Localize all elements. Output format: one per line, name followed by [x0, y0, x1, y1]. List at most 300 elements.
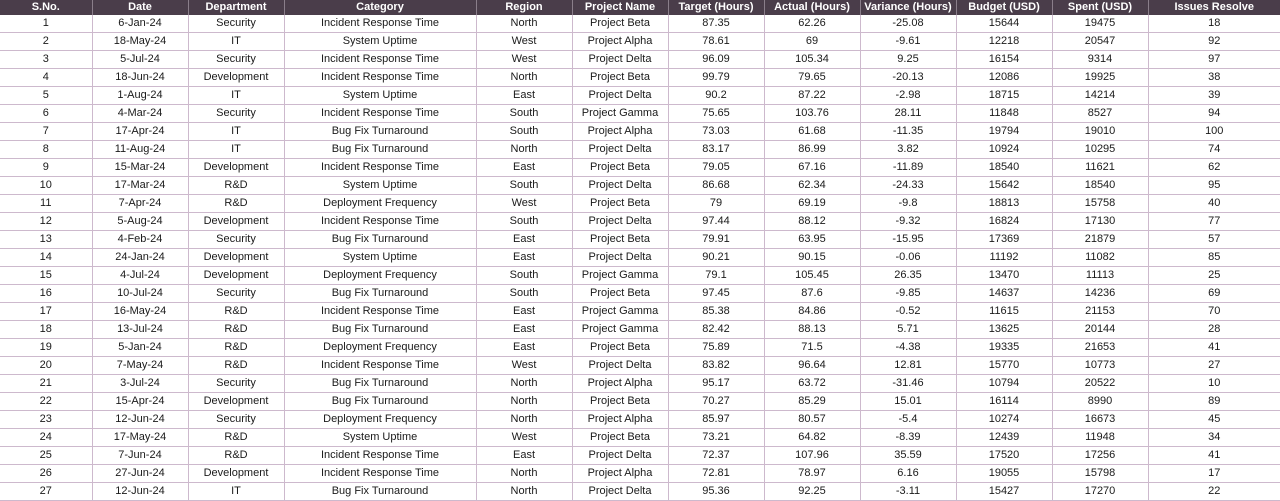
cell-category[interactable]: Incident Response Time [284, 465, 476, 483]
cell-project-name[interactable]: Project Gamma [572, 321, 668, 339]
cell-project-name[interactable]: Project Beta [572, 159, 668, 177]
cell-date[interactable]: 17-Apr-24 [92, 123, 188, 141]
cell-budget-usd[interactable]: 12439 [956, 429, 1052, 447]
cell-category[interactable]: Incident Response Time [284, 69, 476, 87]
cell-category[interactable]: Bug Fix Turnaround [284, 141, 476, 159]
cell-budget-usd[interactable]: 18813 [956, 195, 1052, 213]
cell-project-name[interactable]: Project Alpha [572, 33, 668, 51]
cell-region[interactable]: North [476, 141, 572, 159]
cell-sno[interactable]: 23 [0, 411, 92, 429]
cell-project-name[interactable]: Project Delta [572, 51, 668, 69]
cell-target-hours[interactable]: 86.68 [668, 177, 764, 195]
cell-target-hours[interactable]: 75.65 [668, 105, 764, 123]
cell-budget-usd[interactable]: 12218 [956, 33, 1052, 51]
cell-date[interactable]: 5-Aug-24 [92, 213, 188, 231]
cell-date[interactable]: 11-Aug-24 [92, 141, 188, 159]
cell-spent-usd[interactable]: 17270 [1052, 483, 1148, 501]
cell-budget-usd[interactable]: 11848 [956, 105, 1052, 123]
cell-category[interactable]: Bug Fix Turnaround [284, 285, 476, 303]
cell-issues-resolved[interactable]: 41 [1148, 447, 1280, 465]
cell-region[interactable]: South [476, 267, 572, 285]
cell-spent-usd[interactable]: 20547 [1052, 33, 1148, 51]
cell-category[interactable]: Deployment Frequency [284, 411, 476, 429]
cell-department[interactable]: Security [188, 285, 284, 303]
cell-target-hours[interactable]: 87.35 [668, 15, 764, 33]
cell-spent-usd[interactable]: 17256 [1052, 447, 1148, 465]
cell-variance-hours[interactable]: -11.89 [860, 159, 956, 177]
cell-project-name[interactable]: Project Beta [572, 15, 668, 33]
cell-department[interactable]: Security [188, 375, 284, 393]
cell-date[interactable]: 5-Jan-24 [92, 339, 188, 357]
cell-budget-usd[interactable]: 13470 [956, 267, 1052, 285]
cell-actual-hours[interactable]: 64.82 [764, 429, 860, 447]
cell-sno[interactable]: 19 [0, 339, 92, 357]
cell-variance-hours[interactable]: -4.38 [860, 339, 956, 357]
cell-sno[interactable]: 6 [0, 105, 92, 123]
cell-target-hours[interactable]: 82.42 [668, 321, 764, 339]
cell-category[interactable]: Bug Fix Turnaround [284, 321, 476, 339]
cell-date[interactable]: 15-Apr-24 [92, 393, 188, 411]
cell-spent-usd[interactable]: 20522 [1052, 375, 1148, 393]
cell-target-hours[interactable]: 96.09 [668, 51, 764, 69]
cell-project-name[interactable]: Project Alpha [572, 411, 668, 429]
cell-department[interactable]: R&D [188, 339, 284, 357]
cell-budget-usd[interactable]: 16824 [956, 213, 1052, 231]
cell-sno[interactable]: 26 [0, 465, 92, 483]
cell-category[interactable]: System Uptime [284, 249, 476, 267]
cell-region[interactable]: North [476, 411, 572, 429]
cell-target-hours[interactable]: 97.45 [668, 285, 764, 303]
cell-variance-hours[interactable]: -0.06 [860, 249, 956, 267]
cell-project-name[interactable]: Project Gamma [572, 267, 668, 285]
cell-issues-resolved[interactable]: 85 [1148, 249, 1280, 267]
cell-department[interactable]: R&D [188, 303, 284, 321]
cell-spent-usd[interactable]: 11621 [1052, 159, 1148, 177]
cell-region[interactable]: West [476, 429, 572, 447]
cell-variance-hours[interactable]: -11.35 [860, 123, 956, 141]
cell-budget-usd[interactable]: 16154 [956, 51, 1052, 69]
cell-date[interactable]: 7-Jun-24 [92, 447, 188, 465]
cell-actual-hours[interactable]: 62.34 [764, 177, 860, 195]
cell-department[interactable]: R&D [188, 195, 284, 213]
cell-variance-hours[interactable]: -9.85 [860, 285, 956, 303]
cell-issues-resolved[interactable]: 89 [1148, 393, 1280, 411]
cell-budget-usd[interactable]: 18715 [956, 87, 1052, 105]
cell-actual-hours[interactable]: 71.5 [764, 339, 860, 357]
cell-department[interactable]: Development [188, 213, 284, 231]
cell-spent-usd[interactable]: 16673 [1052, 411, 1148, 429]
cell-category[interactable]: Deployment Frequency [284, 339, 476, 357]
cell-region[interactable]: West [476, 357, 572, 375]
cell-issues-resolved[interactable]: 41 [1148, 339, 1280, 357]
column-header-project-name[interactable]: Project Name [572, 0, 668, 15]
cell-region[interactable]: North [476, 375, 572, 393]
cell-actual-hours[interactable]: 90.15 [764, 249, 860, 267]
cell-issues-resolved[interactable]: 95 [1148, 177, 1280, 195]
cell-spent-usd[interactable]: 9314 [1052, 51, 1148, 69]
cell-region[interactable]: East [476, 249, 572, 267]
cell-target-hours[interactable]: 83.17 [668, 141, 764, 159]
cell-variance-hours[interactable]: -20.13 [860, 69, 956, 87]
cell-project-name[interactable]: Project Beta [572, 69, 668, 87]
cell-sno[interactable]: 24 [0, 429, 92, 447]
cell-variance-hours[interactable]: -9.8 [860, 195, 956, 213]
cell-target-hours[interactable]: 72.37 [668, 447, 764, 465]
cell-actual-hours[interactable]: 105.45 [764, 267, 860, 285]
cell-date[interactable]: 6-Jan-24 [92, 15, 188, 33]
cell-category[interactable]: System Uptime [284, 429, 476, 447]
cell-issues-resolved[interactable]: 22 [1148, 483, 1280, 501]
cell-actual-hours[interactable]: 80.57 [764, 411, 860, 429]
cell-department[interactable]: Security [188, 231, 284, 249]
cell-budget-usd[interactable]: 15770 [956, 357, 1052, 375]
cell-issues-resolved[interactable]: 70 [1148, 303, 1280, 321]
cell-actual-hours[interactable]: 92.25 [764, 483, 860, 501]
cell-sno[interactable]: 18 [0, 321, 92, 339]
cell-date[interactable]: 4-Mar-24 [92, 105, 188, 123]
cell-date[interactable]: 12-Jun-24 [92, 411, 188, 429]
cell-project-name[interactable]: Project Beta [572, 231, 668, 249]
cell-category[interactable]: Incident Response Time [284, 51, 476, 69]
cell-category[interactable]: System Uptime [284, 33, 476, 51]
cell-variance-hours[interactable]: 35.59 [860, 447, 956, 465]
cell-budget-usd[interactable]: 19335 [956, 339, 1052, 357]
cell-spent-usd[interactable]: 14214 [1052, 87, 1148, 105]
cell-sno[interactable]: 2 [0, 33, 92, 51]
cell-project-name[interactable]: Project Delta [572, 249, 668, 267]
cell-spent-usd[interactable]: 19010 [1052, 123, 1148, 141]
cell-target-hours[interactable]: 85.97 [668, 411, 764, 429]
cell-variance-hours[interactable]: -24.33 [860, 177, 956, 195]
cell-date[interactable]: 12-Jun-24 [92, 483, 188, 501]
cell-department[interactable]: Security [188, 51, 284, 69]
cell-project-name[interactable]: Project Gamma [572, 303, 668, 321]
cell-spent-usd[interactable]: 8527 [1052, 105, 1148, 123]
cell-actual-hours[interactable]: 63.95 [764, 231, 860, 249]
cell-variance-hours[interactable]: 26.35 [860, 267, 956, 285]
cell-spent-usd[interactable]: 11113 [1052, 267, 1148, 285]
cell-actual-hours[interactable]: 69.19 [764, 195, 860, 213]
cell-budget-usd[interactable]: 18540 [956, 159, 1052, 177]
cell-spent-usd[interactable]: 19475 [1052, 15, 1148, 33]
cell-variance-hours[interactable]: -2.98 [860, 87, 956, 105]
cell-actual-hours[interactable]: 107.96 [764, 447, 860, 465]
cell-spent-usd[interactable]: 21153 [1052, 303, 1148, 321]
cell-region[interactable]: West [476, 51, 572, 69]
cell-actual-hours[interactable]: 88.13 [764, 321, 860, 339]
cell-sno[interactable]: 20 [0, 357, 92, 375]
cell-budget-usd[interactable]: 15427 [956, 483, 1052, 501]
cell-spent-usd[interactable]: 11082 [1052, 249, 1148, 267]
cell-budget-usd[interactable]: 13625 [956, 321, 1052, 339]
cell-category[interactable]: Bug Fix Turnaround [284, 375, 476, 393]
cell-date[interactable]: 18-May-24 [92, 33, 188, 51]
cell-sno[interactable]: 4 [0, 69, 92, 87]
cell-project-name[interactable]: Project Beta [572, 393, 668, 411]
cell-department[interactable]: R&D [188, 429, 284, 447]
cell-department[interactable]: R&D [188, 357, 284, 375]
cell-budget-usd[interactable]: 19055 [956, 465, 1052, 483]
cell-project-name[interactable]: Project Beta [572, 339, 668, 357]
cell-actual-hours[interactable]: 61.68 [764, 123, 860, 141]
cell-sno[interactable]: 17 [0, 303, 92, 321]
cell-spent-usd[interactable]: 20144 [1052, 321, 1148, 339]
cell-variance-hours[interactable]: 15.01 [860, 393, 956, 411]
cell-project-name[interactable]: Project Alpha [572, 123, 668, 141]
cell-actual-hours[interactable]: 103.76 [764, 105, 860, 123]
cell-sno[interactable]: 5 [0, 87, 92, 105]
cell-spent-usd[interactable]: 17130 [1052, 213, 1148, 231]
column-header-region[interactable]: Region [476, 0, 572, 15]
cell-budget-usd[interactable]: 19794 [956, 123, 1052, 141]
cell-date[interactable]: 1-Aug-24 [92, 87, 188, 105]
cell-region[interactable]: North [476, 15, 572, 33]
cell-category[interactable]: Deployment Frequency [284, 267, 476, 285]
cell-variance-hours[interactable]: -5.4 [860, 411, 956, 429]
cell-region[interactable]: West [476, 195, 572, 213]
cell-target-hours[interactable]: 90.21 [668, 249, 764, 267]
cell-sno[interactable]: 14 [0, 249, 92, 267]
cell-variance-hours[interactable]: 6.16 [860, 465, 956, 483]
cell-variance-hours[interactable]: 3.82 [860, 141, 956, 159]
cell-target-hours[interactable]: 90.2 [668, 87, 764, 105]
cell-date[interactable]: 18-Jun-24 [92, 69, 188, 87]
cell-issues-resolved[interactable]: 34 [1148, 429, 1280, 447]
cell-department[interactable]: IT [188, 87, 284, 105]
cell-department[interactable]: Security [188, 411, 284, 429]
cell-region[interactable]: East [476, 303, 572, 321]
cell-budget-usd[interactable]: 14637 [956, 285, 1052, 303]
cell-date[interactable]: 15-Mar-24 [92, 159, 188, 177]
cell-variance-hours[interactable]: 28.11 [860, 105, 956, 123]
cell-project-name[interactable]: Project Delta [572, 483, 668, 501]
cell-target-hours[interactable]: 95.17 [668, 375, 764, 393]
cell-sno[interactable]: 13 [0, 231, 92, 249]
cell-date[interactable]: 4-Feb-24 [92, 231, 188, 249]
cell-department[interactable]: R&D [188, 321, 284, 339]
cell-sno[interactable]: 16 [0, 285, 92, 303]
cell-budget-usd[interactable]: 17369 [956, 231, 1052, 249]
cell-sno[interactable]: 8 [0, 141, 92, 159]
cell-actual-hours[interactable]: 88.12 [764, 213, 860, 231]
cell-variance-hours[interactable]: -3.11 [860, 483, 956, 501]
cell-project-name[interactable]: Project Delta [572, 357, 668, 375]
cell-category[interactable]: Bug Fix Turnaround [284, 123, 476, 141]
cell-issues-resolved[interactable]: 38 [1148, 69, 1280, 87]
cell-region[interactable]: East [476, 159, 572, 177]
cell-region[interactable]: East [476, 321, 572, 339]
cell-project-name[interactable]: Project Delta [572, 87, 668, 105]
cell-variance-hours[interactable]: -9.61 [860, 33, 956, 51]
cell-category[interactable]: Incident Response Time [284, 213, 476, 231]
cell-date[interactable]: 5-Jul-24 [92, 51, 188, 69]
cell-project-name[interactable]: Project Gamma [572, 105, 668, 123]
cell-issues-resolved[interactable]: 92 [1148, 33, 1280, 51]
cell-sno[interactable]: 7 [0, 123, 92, 141]
cell-category[interactable]: Incident Response Time [284, 357, 476, 375]
cell-spent-usd[interactable]: 19925 [1052, 69, 1148, 87]
cell-region[interactable]: East [476, 339, 572, 357]
cell-target-hours[interactable]: 95.36 [668, 483, 764, 501]
cell-spent-usd[interactable]: 21879 [1052, 231, 1148, 249]
cell-date[interactable]: 7-May-24 [92, 357, 188, 375]
cell-sno[interactable]: 22 [0, 393, 92, 411]
cell-project-name[interactable]: Project Delta [572, 213, 668, 231]
cell-issues-resolved[interactable]: 77 [1148, 213, 1280, 231]
cell-issues-resolved[interactable]: 28 [1148, 321, 1280, 339]
cell-region[interactable]: North [476, 465, 572, 483]
cell-category[interactable]: Bug Fix Turnaround [284, 393, 476, 411]
cell-variance-hours[interactable]: 5.71 [860, 321, 956, 339]
cell-sno[interactable]: 11 [0, 195, 92, 213]
cell-date[interactable]: 7-Apr-24 [92, 195, 188, 213]
cell-budget-usd[interactable]: 12086 [956, 69, 1052, 87]
column-header-spent-usd[interactable]: Spent (USD) [1052, 0, 1148, 15]
cell-target-hours[interactable]: 99.79 [668, 69, 764, 87]
cell-department[interactable]: Development [188, 393, 284, 411]
cell-sno[interactable]: 1 [0, 15, 92, 33]
cell-department[interactable]: Security [188, 15, 284, 33]
cell-issues-resolved[interactable]: 69 [1148, 285, 1280, 303]
cell-department[interactable]: Development [188, 267, 284, 285]
cell-date[interactable]: 27-Jun-24 [92, 465, 188, 483]
cell-actual-hours[interactable]: 84.86 [764, 303, 860, 321]
cell-project-name[interactable]: Project Beta [572, 195, 668, 213]
cell-target-hours[interactable]: 73.21 [668, 429, 764, 447]
cell-variance-hours[interactable]: -31.46 [860, 375, 956, 393]
cell-category[interactable]: Incident Response Time [284, 303, 476, 321]
cell-actual-hours[interactable]: 78.97 [764, 465, 860, 483]
cell-issues-resolved[interactable]: 74 [1148, 141, 1280, 159]
cell-target-hours[interactable]: 78.61 [668, 33, 764, 51]
column-header-category[interactable]: Category [284, 0, 476, 15]
cell-variance-hours[interactable]: -15.95 [860, 231, 956, 249]
cell-sno[interactable]: 25 [0, 447, 92, 465]
cell-variance-hours[interactable]: 12.81 [860, 357, 956, 375]
cell-region[interactable]: South [476, 123, 572, 141]
cell-variance-hours[interactable]: -0.52 [860, 303, 956, 321]
cell-date[interactable]: 16-May-24 [92, 303, 188, 321]
cell-spent-usd[interactable]: 10773 [1052, 357, 1148, 375]
cell-date[interactable]: 17-Mar-24 [92, 177, 188, 195]
cell-actual-hours[interactable]: 67.16 [764, 159, 860, 177]
cell-budget-usd[interactable]: 16114 [956, 393, 1052, 411]
cell-project-name[interactable]: Project Delta [572, 141, 668, 159]
column-header-actual-hours[interactable]: Actual (Hours) [764, 0, 860, 15]
column-header-department[interactable]: Department [188, 0, 284, 15]
cell-actual-hours[interactable]: 105.34 [764, 51, 860, 69]
cell-variance-hours[interactable]: 9.25 [860, 51, 956, 69]
column-header-issues-resolved[interactable]: Issues Resolve [1148, 0, 1280, 15]
cell-actual-hours[interactable]: 86.99 [764, 141, 860, 159]
cell-date[interactable]: 3-Jul-24 [92, 375, 188, 393]
cell-department[interactable]: Development [188, 249, 284, 267]
cell-variance-hours[interactable]: -25.08 [860, 15, 956, 33]
cell-department[interactable]: Development [188, 159, 284, 177]
cell-actual-hours[interactable]: 79.65 [764, 69, 860, 87]
cell-category[interactable]: Incident Response Time [284, 159, 476, 177]
cell-category[interactable]: Bug Fix Turnaround [284, 483, 476, 501]
cell-issues-resolved[interactable]: 100 [1148, 123, 1280, 141]
cell-spent-usd[interactable]: 11948 [1052, 429, 1148, 447]
cell-issues-resolved[interactable]: 10 [1148, 375, 1280, 393]
cell-budget-usd[interactable]: 10924 [956, 141, 1052, 159]
cell-department[interactable]: Development [188, 69, 284, 87]
cell-spent-usd[interactable]: 15758 [1052, 195, 1148, 213]
cell-target-hours[interactable]: 70.27 [668, 393, 764, 411]
cell-category[interactable]: Deployment Frequency [284, 195, 476, 213]
cell-department[interactable]: R&D [188, 177, 284, 195]
cell-sno[interactable]: 15 [0, 267, 92, 285]
cell-issues-resolved[interactable]: 57 [1148, 231, 1280, 249]
cell-budget-usd[interactable]: 17520 [956, 447, 1052, 465]
cell-category[interactable]: Incident Response Time [284, 105, 476, 123]
cell-spent-usd[interactable]: 14236 [1052, 285, 1148, 303]
cell-department[interactable]: Development [188, 465, 284, 483]
cell-sno[interactable]: 10 [0, 177, 92, 195]
cell-issues-resolved[interactable]: 18 [1148, 15, 1280, 33]
cell-target-hours[interactable]: 83.82 [668, 357, 764, 375]
cell-department[interactable]: Security [188, 105, 284, 123]
cell-department[interactable]: IT [188, 141, 284, 159]
cell-target-hours[interactable]: 75.89 [668, 339, 764, 357]
cell-target-hours[interactable]: 79.91 [668, 231, 764, 249]
cell-budget-usd[interactable]: 10794 [956, 375, 1052, 393]
cell-actual-hours[interactable]: 87.22 [764, 87, 860, 105]
cell-date[interactable]: 13-Jul-24 [92, 321, 188, 339]
cell-sno[interactable]: 3 [0, 51, 92, 69]
cell-spent-usd[interactable]: 18540 [1052, 177, 1148, 195]
cell-project-name[interactable]: Project Beta [572, 285, 668, 303]
cell-region[interactable]: North [476, 69, 572, 87]
cell-issues-resolved[interactable]: 40 [1148, 195, 1280, 213]
cell-department[interactable]: R&D [188, 447, 284, 465]
cell-spent-usd[interactable]: 10295 [1052, 141, 1148, 159]
cell-project-name[interactable]: Project Delta [572, 177, 668, 195]
cell-budget-usd[interactable]: 15642 [956, 177, 1052, 195]
cell-sno[interactable]: 27 [0, 483, 92, 501]
cell-budget-usd[interactable]: 15644 [956, 15, 1052, 33]
cell-budget-usd[interactable]: 10274 [956, 411, 1052, 429]
cell-region[interactable]: East [476, 447, 572, 465]
cell-project-name[interactable]: Project Beta [572, 429, 668, 447]
cell-date[interactable]: 4-Jul-24 [92, 267, 188, 285]
cell-region[interactable]: South [476, 105, 572, 123]
cell-actual-hours[interactable]: 69 [764, 33, 860, 51]
cell-target-hours[interactable]: 72.81 [668, 465, 764, 483]
cell-region[interactable]: South [476, 285, 572, 303]
cell-target-hours[interactable]: 73.03 [668, 123, 764, 141]
cell-region[interactable]: North [476, 393, 572, 411]
cell-actual-hours[interactable]: 85.29 [764, 393, 860, 411]
cell-spent-usd[interactable]: 15798 [1052, 465, 1148, 483]
cell-category[interactable]: System Uptime [284, 87, 476, 105]
cell-actual-hours[interactable]: 63.72 [764, 375, 860, 393]
cell-region[interactable]: South [476, 177, 572, 195]
cell-issues-resolved[interactable]: 62 [1148, 159, 1280, 177]
cell-project-name[interactable]: Project Alpha [572, 375, 668, 393]
column-header-variance-hours[interactable]: Variance (Hours) [860, 0, 956, 15]
column-header-sno[interactable]: S.No. [0, 0, 92, 15]
column-header-target-hours[interactable]: Target (Hours) [668, 0, 764, 15]
cell-region[interactable]: East [476, 231, 572, 249]
cell-sno[interactable]: 9 [0, 159, 92, 177]
cell-target-hours[interactable]: 97.44 [668, 213, 764, 231]
cell-department[interactable]: IT [188, 483, 284, 501]
column-header-date[interactable]: Date [92, 0, 188, 15]
cell-category[interactable]: System Uptime [284, 177, 476, 195]
cell-issues-resolved[interactable]: 17 [1148, 465, 1280, 483]
